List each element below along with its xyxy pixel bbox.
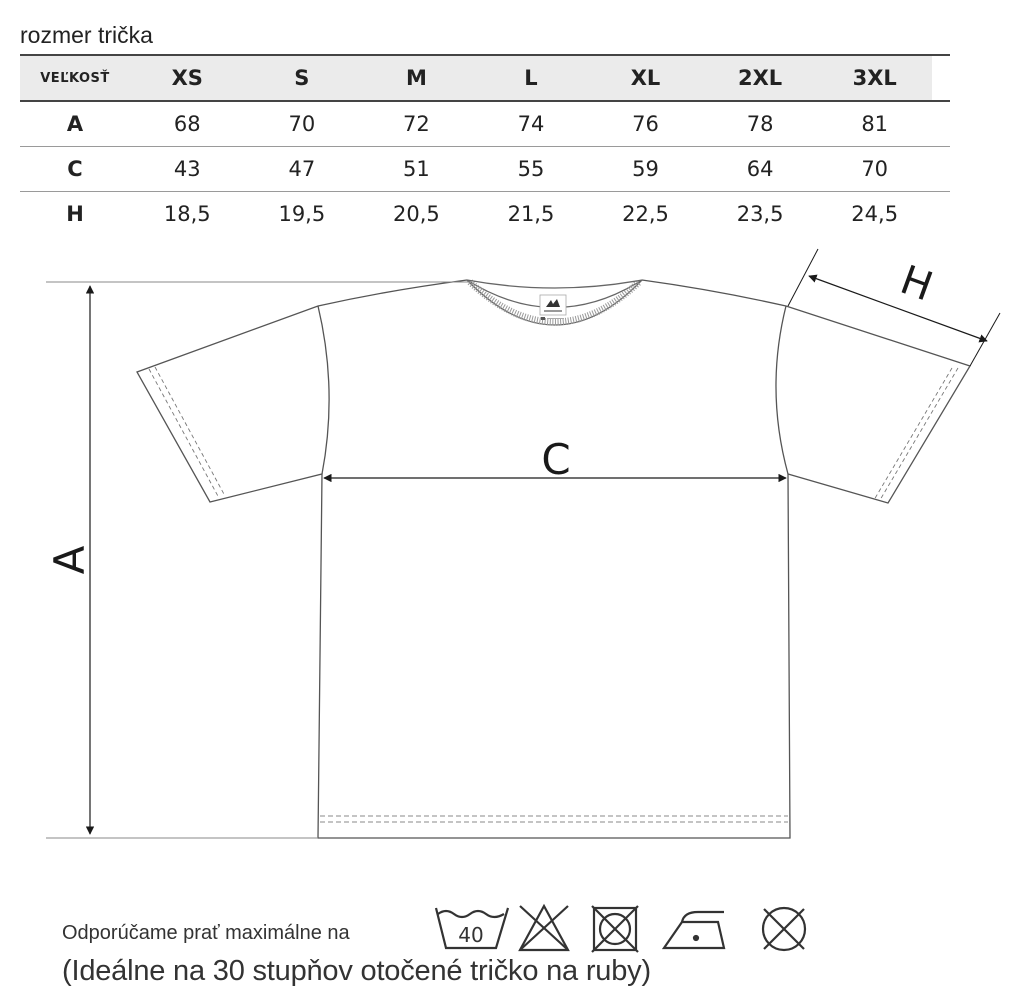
care-icons [432,902,832,962]
table-cell: 23,5 [736,202,784,226]
no-dry-clean-icon [763,908,805,950]
table-cell: 19,5 [278,202,326,226]
no-tumble-dry-icon [592,906,638,952]
row-label: C [67,157,83,181]
tshirt-outline [137,280,970,838]
wash-temp-label: 40 [458,923,484,947]
table-cell: 24,5 [851,202,899,226]
table-cell: 18,5 [163,202,211,226]
table-cell: 72 [403,112,430,136]
wash-40-icon [436,908,508,948]
care-note: (Ideálne na 30 stupňov otočené tričko na ruby) [62,955,651,987]
table-cell: 81 [861,112,889,136]
size-col-l: L [524,66,538,90]
label-c: C [541,435,571,484]
size-col-3xl: 3XL [852,66,897,90]
size-col-m: M [405,66,427,90]
page-title: rozmer trička [20,22,153,48]
iron-low-icon [664,912,724,948]
row-label: A [66,112,84,136]
dimension-h [788,249,1000,366]
table-cell: 68 [173,112,201,136]
table-cell: 74 [517,112,545,136]
table-cell: 47 [288,157,316,181]
size-col-2xl: 2XL [738,66,783,90]
table-cell: 70 [288,112,316,136]
table-cell: 76 [632,112,659,136]
row-label: H [66,202,84,226]
size-col-xs: XS [171,66,203,90]
table-cell: 21,5 [507,202,555,226]
table-cell: 78 [746,112,774,136]
no-bleach-icon [520,906,568,950]
size-col-xl: XL [630,66,661,90]
size-header-label: VEĽKOSŤ [40,70,110,86]
size-col-s: S [294,66,310,90]
table-cell: 43 [173,157,201,181]
care-instructions: Odporúčame prať maximálne na [62,922,350,944]
label-h: H [894,257,939,311]
hem-stitching [320,816,788,822]
table-cell: 51 [403,157,430,181]
table-cell: 55 [517,157,545,181]
label-a: A [45,545,94,575]
neck-label-icon [540,295,566,320]
table-cell: 20,5 [393,202,440,226]
table-cell: 59 [632,157,659,181]
table-cell: 22,5 [622,202,669,226]
table-cell: 64 [746,157,774,181]
dimension-a [46,282,470,838]
table-cell: 70 [861,157,889,181]
